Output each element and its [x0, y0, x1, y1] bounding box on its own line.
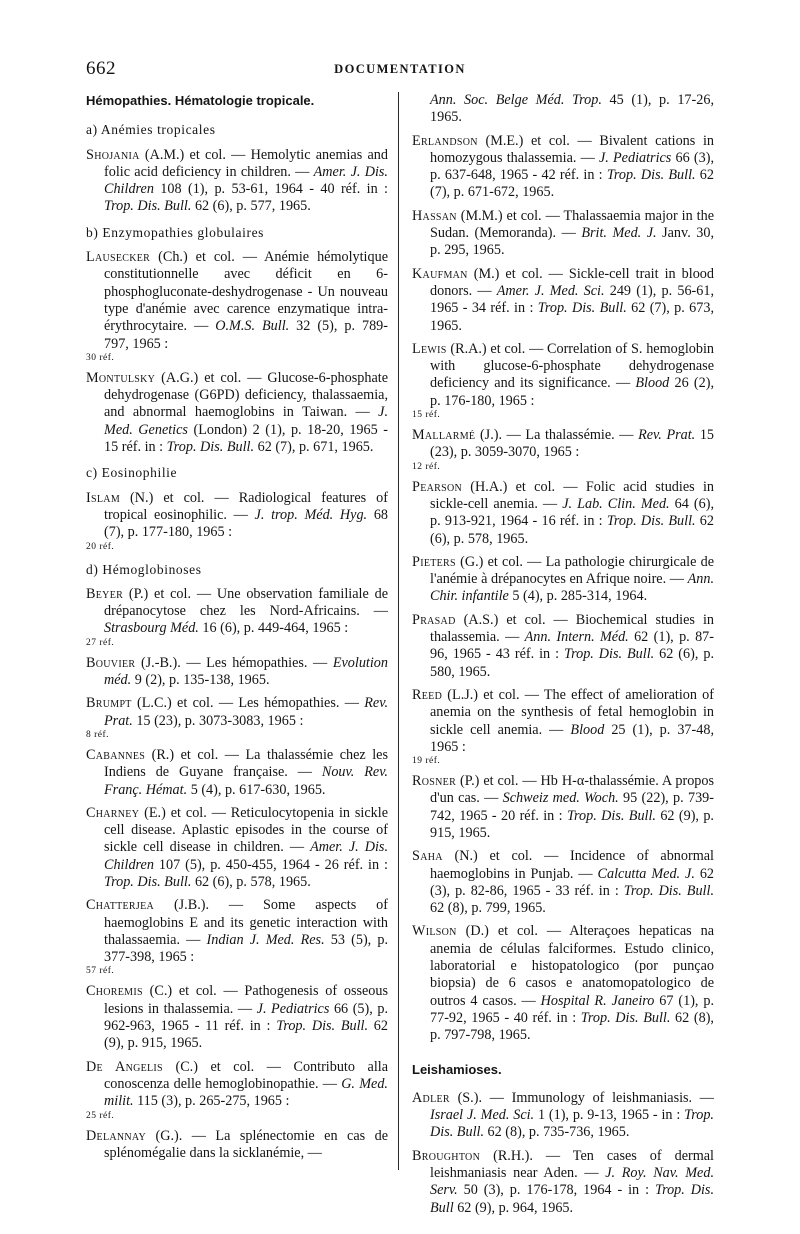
entry-source: Hospital R. Janeiro: [540, 992, 655, 1009]
entry-text: (J.). — La thalassémie. —: [475, 427, 639, 444]
bibliography-entry: [86, 1059, 388, 1122]
entry-source: Blood: [570, 721, 605, 738]
entry-source: Nouv. Rev. Franç. Hémat.: [104, 764, 388, 798]
bibliography-entry: [86, 370, 388, 456]
entry-text: (R.H.). — Ten cases of dermal leishmaniasis near Aden. —: [430, 1147, 714, 1182]
entry-text: (S.). — Immunology of leishmaniasis. —: [449, 1089, 714, 1106]
entry-source-secondary: Trop. Dis. Bull: [430, 1182, 714, 1216]
entry-details: 108 (1), p. 53-61, 1964 - 40 réf. in :: [153, 181, 388, 198]
bibliography-entry: [412, 266, 714, 335]
entry-text: (H.A.) et col. — Folic acid studies in sickle-cell anemia. —: [430, 478, 714, 512]
reference-count: 8 réf.: [86, 729, 110, 740]
entry-text: (J.B.). — Some aspects of haemoglobins E and its genetic interaction with thalassaemia. —: [104, 897, 388, 948]
entry-source: J. Roy. Nav. Med. Serv.: [430, 1165, 714, 1199]
entry-author: Hassan: [412, 207, 457, 224]
entry-author: Mallarmé: [412, 427, 476, 444]
entry-source-secondary: Trop. Dis. Bull.: [623, 882, 714, 899]
entry-source-secondary: Trop. Dis. Bull.: [276, 1018, 369, 1035]
bibliography-entry: [86, 897, 388, 977]
bibliography-entry: [412, 923, 714, 1044]
entry-source-secondary: Trop. Dis. Bull.: [564, 646, 655, 663]
entry-source: Ann. Intern. Méd.: [524, 629, 629, 646]
bibliography-entry: [412, 208, 714, 260]
entry-text: (P.) et col. — Une observation familiale de drépanocytose chez les Nord-Africains. —: [104, 585, 388, 620]
entry-author: Saha: [412, 848, 443, 865]
entry-source-secondary: Trop. Dis. Bull.: [580, 1009, 671, 1026]
entry-author: Adler: [412, 1089, 450, 1106]
entry-source-secondary: Trop. Dis. Bull.: [104, 873, 192, 890]
entry-source: Calcutta Med. J.: [597, 865, 695, 882]
bibliography-entry: [86, 490, 388, 553]
entry-details: 66 (3), p. 637-648, 1965 - 42 réf. in :: [430, 149, 714, 184]
subsection-heading: b) Enzymopathies globulaires: [86, 224, 265, 240]
entry-source: Ann. Soc. Belge Méd. Trop.: [430, 92, 602, 108]
entry-details: 26 (2), p. 176-180, 1965 :: [430, 375, 714, 409]
entry-author: Prasad: [412, 611, 456, 628]
bibliography-entry: [412, 687, 714, 767]
entry-source: Evolution méd.: [104, 654, 388, 689]
reference-count: 30 réf.: [86, 352, 115, 363]
entry-source: Schweiz med. Woch.: [502, 790, 619, 807]
entry-text: (A.M.) et col. — Hemolytic anemias and folic acid deficiency in children. —: [104, 146, 388, 180]
right-entries-leishmanioses: [412, 1090, 714, 1217]
entry-text: (L.J.) et col. — The effect of amelioration of anemia on the synthesis of fetal hemoglobin in sickle cell anemia. —: [430, 686, 714, 738]
entry-text: (P.) et col. — Hb H-α-thalassémie. A propos d'un cas. —: [430, 773, 714, 807]
right-entries-hemoglobinoses: [412, 133, 714, 1045]
entry-text: (E.) et col. — Reticulocytopenia in sickle cell disease. Aplastic episodes in the course of sickle cell disease in children. —: [104, 804, 388, 856]
entry-author: Lausecker: [86, 249, 151, 266]
entry-details-secondary: 62 (8), p. 797-798, 1965.: [430, 1009, 714, 1044]
bibliography-entry: [412, 479, 714, 548]
entry-author: Rosner: [412, 773, 457, 790]
entry-details-secondary: 62 (9), p. 964, 1965.: [453, 1199, 574, 1216]
entry-author: Pieters: [412, 553, 456, 570]
entry-details-secondary: 62 (8), p. 735-736, 1965.: [484, 1124, 630, 1141]
entry-details: 15 (23), p. 3073-3083, 1965 :: [132, 712, 304, 729]
entry-details: 62 (3), p. 82-86, 1965 - 33 réf. in :: [430, 865, 714, 899]
bibliography-entry: [86, 747, 388, 799]
bibliography-entry: [86, 983, 388, 1052]
bibliography-entry: [412, 133, 714, 202]
entry-source: Strasbourg Méd.: [104, 620, 199, 637]
entry-details: (London) 2 (1), p. 18-20, 1965 - 15 réf. in :: [104, 421, 388, 456]
bibliography-entry: [86, 147, 388, 216]
section-title-leishmanioses: Leishamioses.: [412, 1061, 502, 1077]
bibliography-entry: [412, 1148, 714, 1217]
entry-details: Janv. 30, p. 295, 1965.: [430, 225, 715, 259]
continued-entry: [412, 92, 714, 127]
entry-details-secondary: 62 (6), p. 577, 1965.: [191, 198, 311, 215]
entry-details: 95 (22), p. 739-742, 1965 - 20 réf. in :: [430, 790, 715, 824]
entry-author: Chatterjea: [86, 897, 155, 914]
entry-text: (G.) et col. — La pathologie chirurgicale de l'anémie à drépanocytes en Afrique noire. —: [430, 553, 714, 588]
entry-text: (N.) et col. — Radiological features of tropical eosinophilic. —: [104, 489, 388, 523]
entry-details-secondary: 62 (6), p. 580, 1965.: [430, 646, 714, 680]
entry-author: Cabannes: [86, 746, 146, 763]
bibliography-entry: [412, 554, 714, 606]
entry-text: (M.E.) et col. — Bivalent cations in homozygous thalassemia. —: [430, 132, 714, 166]
entry-details: 9 (2), p. 135-138, 1965.: [131, 672, 270, 689]
entry-source-secondary: Trop. Dis. Bull.: [566, 807, 656, 824]
entry-details: 107 (5), p. 450-455, 1964 - 26 réf. in :: [153, 856, 388, 873]
entry-source: Amer. J. Dis. Children: [104, 163, 388, 198]
entry-details: 45 (1), p. 17-26, 1965.: [430, 92, 714, 126]
entry-details-secondary: 62 (7), p. 673, 1965.: [430, 300, 714, 334]
entry-details: 1 (1), p. 9-13, 1965 - in :: [534, 1107, 685, 1124]
entry-details: 64 (6), p. 913-921, 1964 - 16 réf. in :: [430, 495, 714, 530]
entry-author: Choremis: [86, 983, 143, 1000]
entry-source: O.M.S. Bull.: [215, 318, 290, 335]
entry-source: Ann. Chir. infantile: [430, 571, 714, 605]
entry-source: Israel J. Med. Sci.: [430, 1107, 535, 1124]
entry-text: (A.G.) et col. — Glucose-6-phosphate dehydrogenase (G6PD) deficiency, thalassaemia, and abnormal haemoglobins in Taiwan. —: [104, 369, 388, 421]
bibliography-entry: [412, 848, 714, 917]
entry-text: (L.C.) et col. — Les hémopathies. —: [131, 695, 365, 712]
entry-text: (G.). — La splénectomie en cas de splénomégalie dans la sicklanémie, —: [104, 1127, 388, 1161]
entry-text: (M.M.) et col. — Thalassaemia major in the Sudan. (Memoranda). —: [430, 207, 714, 242]
entry-details-secondary: 62 (6), p. 578, 1965.: [430, 513, 714, 547]
entry-source: Amer. J. Med. Sci.: [496, 282, 605, 299]
reference-count: 12 réf.: [412, 461, 441, 472]
bibliography-entry: [412, 1090, 714, 1142]
entry-author: Pearson: [412, 478, 462, 495]
entry-author: Shojania: [86, 146, 140, 163]
entry-source: Rev. Prat.: [104, 695, 388, 729]
entry-details: 25 (1), p. 37-48, 1965 :: [430, 721, 714, 755]
entry-author: Brumpt: [86, 695, 132, 712]
entry-source: G. Med. milit.: [104, 1075, 388, 1110]
bibliography-entry: [86, 249, 388, 364]
entry-details: 62 (1), p. 87-96, 1965 - 43 réf. in :: [430, 629, 714, 663]
entry-author: Islam: [86, 489, 121, 506]
entry-text: (Ch.) et col. — Anémie hémolytique constitutionnelle avec déficit en 6-phosphogluconate-deshydrogenase - Un nouveau type d'anémie avec carence enzymatique intra-érythrocytaire. —: [104, 249, 388, 335]
entry-text: (M.) et col. — Sickle-cell trait in blood donors. —: [430, 265, 714, 299]
bibliography-entry: [412, 773, 714, 842]
subsection-heading: a) Anémies tropicales: [86, 122, 216, 138]
entry-details: 5 (4), p. 285-314, 1964.: [508, 588, 648, 605]
entry-source-secondary: Trop. Dis. Bull.: [166, 439, 255, 456]
entry-text: (C.) et col. — Contributo alla conoscenza delle hemoglobinopathie. —: [104, 1058, 388, 1092]
entry-details: 53 (5), p. 377-398, 1965 :: [104, 931, 388, 966]
entry-author: De Angelis: [86, 1058, 163, 1075]
reference-count: 27 réf.: [86, 637, 115, 648]
entry-details-secondary: 62 (8), p. 799, 1965.: [430, 900, 546, 917]
running-head: DOCUMENTATION: [334, 62, 466, 76]
entry-source: J. Pediatrics: [598, 149, 672, 166]
reference-count: 19 réf.: [412, 756, 441, 767]
column-divider: [398, 92, 399, 1170]
entry-author: Erlandson: [412, 132, 478, 149]
right-column: [412, 92, 714, 1223]
entry-author: Delannay: [86, 1127, 147, 1144]
entry-source-secondary: Trop. Dis. Bull.: [430, 1107, 714, 1141]
entry-details: 50 (3), p. 176-178, 1964 - in :: [457, 1182, 655, 1199]
bibliography-entry: [86, 805, 388, 891]
entry-details: 15 (23), p. 3059-3070, 1965 :: [430, 427, 715, 461]
entry-author: Kaufman: [412, 265, 468, 282]
entry-source: Rev. Prat.: [638, 427, 696, 444]
bibliography-entry: [86, 1128, 388, 1163]
reference-count: 57 réf.: [86, 966, 115, 977]
entry-author: Charney: [86, 804, 140, 821]
entry-source-secondary: Trop. Dis. Bull.: [104, 198, 192, 215]
entry-source: Blood: [635, 375, 670, 392]
entry-details-secondary: 62 (7), p. 671-672, 1965.: [430, 167, 714, 201]
entry-source: Brit. Med. J.: [581, 225, 657, 242]
entry-details: 249 (1), p. 56-61, 1965 - 34 réf. in :: [430, 282, 714, 317]
entry-details: 67 (1), p. 77-92, 1965 - 40 réf. in :: [430, 992, 715, 1026]
entry-details: 66 (5), p. 962-963, 1965 - 11 réf. in :: [104, 1000, 388, 1035]
entry-details: 16 (6), p. 449-464, 1965 :: [198, 620, 349, 637]
entry-text: (R.A.) et col. — Correlation of S. hemoglobin with glucose-6-phosphate dehydrogenase deficiency and its significance. —: [430, 340, 714, 392]
subsection-heading: c) Eosinophilie: [86, 465, 178, 481]
entry-author: Montulsky: [86, 369, 156, 386]
entry-source-secondary: Trop. Dis. Bull.: [606, 513, 696, 530]
entry-text: (N.) et col. — Incidence of abnormal haemoglobins in Punjab. —: [430, 848, 714, 882]
entry-author: Bouvier: [86, 654, 136, 671]
entry-text: (D.) et col. — Alteraçoes hepaticas na anemia de células falciformes. Estudo clinico, laboratorial e histopatologico (por punçao biopsia) de 6 casos e anatomopatologico de outros 4 casos. —: [430, 923, 714, 1009]
entry-details: 115 (3), p. 265-275, 1965 :: [133, 1093, 290, 1110]
entry-source: J. trop. Méd. Hyg.: [254, 506, 368, 523]
entry-text: (J.-B.). — Les hémopathies. —: [135, 654, 333, 671]
entry-text: (A.S.) et col. — Biochemical studies in thalassemia. —: [430, 611, 714, 646]
subsection-heading: d) Hémoglobinoses: [86, 561, 202, 577]
entry-source: Amer. J. Dis. Children: [104, 839, 388, 873]
entry-author: Beyer: [86, 585, 124, 602]
entry-details: 5 (4), p. 617-630, 1965.: [187, 781, 326, 798]
reference-count: 15 réf.: [412, 410, 441, 421]
entry-details-secondary: 62 (9), p. 915, 1965.: [430, 807, 714, 841]
entry-text: (C.) et col. — Pathogenesis of osseous lesions in thalassemia. —: [104, 983, 388, 1017]
bibliography-entry: [86, 695, 388, 741]
entry-author: Broughton: [412, 1147, 481, 1164]
bibliography-entry: [412, 612, 714, 681]
bibliography-entry: [86, 586, 388, 649]
entry-details-secondary: 62 (7), p. 671, 1965.: [254, 439, 374, 456]
section-gap: [412, 1051, 714, 1061]
entry-details: 32 (5), p. 789-797, 1965 :: [104, 318, 388, 352]
entry-text: (R.) et col. — La thalassémie chez les Indiens de Guyane française. —: [104, 746, 388, 781]
entry-source: J. Pediatrics: [256, 1000, 330, 1017]
bibliography-entry: [412, 341, 714, 421]
entry-source-secondary: Trop. Dis. Bull.: [606, 167, 696, 184]
bibliography-entry: [86, 655, 388, 690]
entry-details: 68 (7), p. 177-180, 1965 :: [104, 506, 388, 541]
reference-count: 20 réf.: [86, 541, 115, 552]
bibliography-entry: [412, 427, 714, 473]
reference-count: 25 réf.: [86, 1110, 115, 1121]
page-number: 662: [86, 58, 116, 79]
left-column-groups: [86, 121, 388, 1162]
entry-source-secondary: Trop. Dis. Bull.: [537, 300, 627, 317]
entry-details-secondary: 62 (6), p. 578, 1965.: [191, 873, 311, 890]
entry-source: Indian J. Med. Res.: [206, 931, 325, 948]
entry-source: J. Med. Genetics: [104, 404, 388, 438]
entry-details-secondary: 62 (9), p. 915, 1965.: [104, 1018, 388, 1052]
entry-author: Lewis: [412, 340, 447, 357]
entry-author: Reed: [412, 686, 443, 703]
entry-author: Wilson: [412, 923, 457, 940]
entry-source: J. Lab. Clin. Med.: [562, 495, 670, 512]
section-title: Hémopathies. Hématologie tropicale.: [86, 93, 315, 108]
left-column: [86, 92, 388, 1168]
